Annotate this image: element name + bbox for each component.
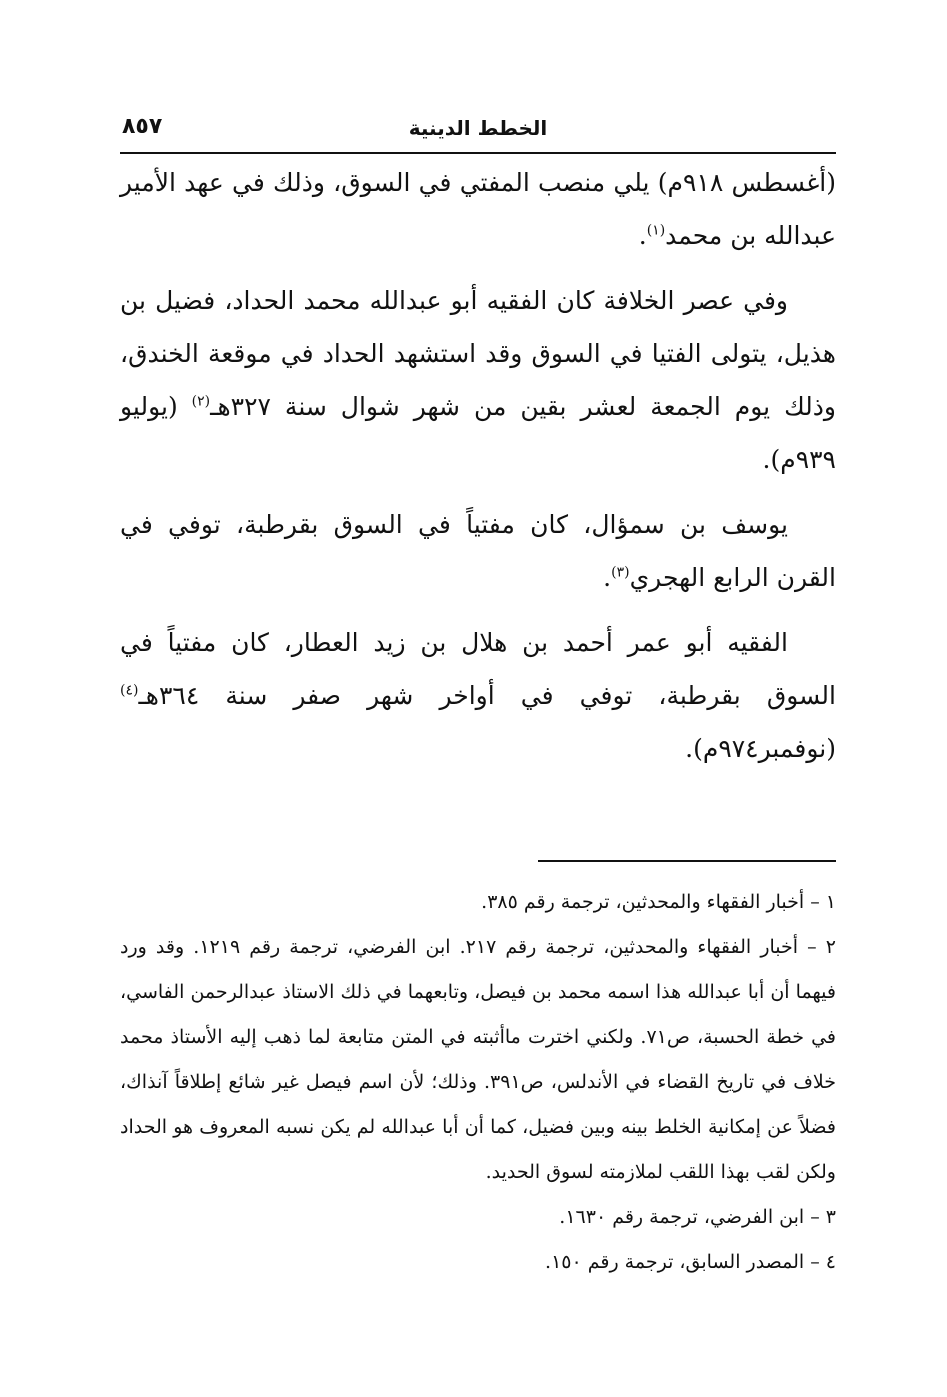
- footnote-ref-2: (٢): [191, 393, 211, 410]
- footnote-3: ٣ – ابن الفرضي، ترجمة رقم ١٦٣٠.: [559, 1206, 836, 1228]
- footnote-divider: [538, 860, 836, 862]
- running-title: الخطط الدينية: [408, 116, 548, 140]
- main-text: [120, 156, 836, 787]
- footnote-ref-1: (١): [646, 222, 666, 239]
- page-header: [120, 112, 836, 154]
- page-number: ٨٥٧: [122, 114, 163, 139]
- paragraph-3: [120, 498, 836, 604]
- footnote-ref-3: (٣): [611, 564, 630, 581]
- footnote-2: ٢ – أخبار الفقهاء والمحدثين، ترجمة رقم ٢١٧. ابن الفرضي، ترجمة رقم ١٢١٩. وقد ورد فيهما أن أبا عبدالله هذا اسمه محمد بن فيصل، وتابعهما في ذلك الاستاذ عبدالرحمن الفاسي، في خطة الحسبة، ص٧١. ولكني اخترت ماأثبته في المتن متابعة لما ذهب إليه الأستاذ محمد خلاف في تاريخ القضاء في الأندلس، ص٣٩١. وذلك؛ لأن اسم فيصل غير شائع إطلاقاً آنذاك، فضلاً عن إمكانية الخلط بينه وبين فضيل، كما أن أبا عبدالله لم يكن نسبه المعروف هو الحداد ولكن لقب بهذا اللقب لملازمته لسوق الحديد.: [120, 936, 837, 1183]
- footnote-4: ٤ – المصدر السابق، ترجمة رقم ١٥٠.: [545, 1251, 836, 1273]
- footnote-1: ١ – أخبار الفقهاء والمحدثين، ترجمة رقم ٣٨٥.: [481, 891, 836, 913]
- footnote-ref-4: (٤): [120, 682, 139, 699]
- paragraph-tail: .: [638, 221, 647, 250]
- footnotes: [120, 880, 836, 1285]
- paragraph-4: [120, 616, 836, 775]
- paragraph-text: (أغسطس ٩١٨م) يلي منصب المفتي في السوق، وذلك في عهد الأمير عبدالله بن محمد: [120, 168, 836, 250]
- paragraph-tail: .: [603, 563, 612, 592]
- paragraph-text: يوسف بن سمؤال، كان مفتياً في السوق بقرطبة، توفي في القرن الرابع الهجري: [120, 510, 836, 592]
- paragraph-2: [120, 274, 836, 486]
- paragraph-tail: (يوليو ٩٣٩م).: [120, 392, 836, 474]
- paragraph-text: الفقيه أبو عمر أحمد بن هلال بن زيد العطار، كان مفتياً في السوق بقرطبة، توفي في أواخر شهر صفر سنة ٣٦٤هـ: [120, 628, 836, 710]
- paragraph-1: [120, 156, 836, 262]
- paragraph-text: وفي عصر الخلافة كان الفقيه أبو عبدالله محمد الحداد، فضيل بن هذيل، يتولى الفتيا في السوق وقد استشهد الحداد في موقعة الخندق، وذلك يوم الجمعة لعشر بقين من شهر شوال سنة ٣٢٧هـ: [120, 286, 836, 421]
- paragraph-tail: (نوفمبر٩٧٤م).: [685, 734, 836, 763]
